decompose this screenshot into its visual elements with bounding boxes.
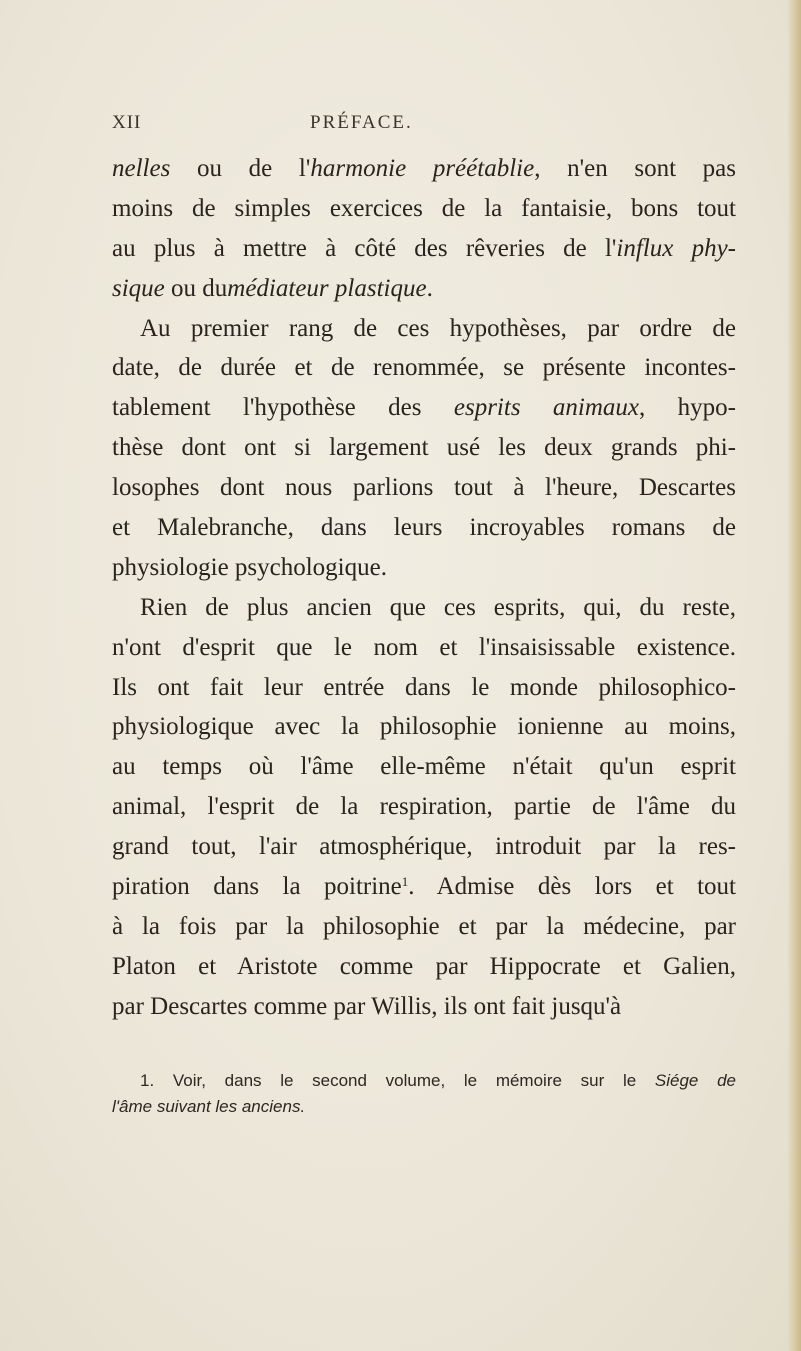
body-text-line <box>112 947 736 987</box>
text-run: . <box>426 274 433 302</box>
text-run: Rien de plus ancien que ces esprits, qui, du reste, <box>140 593 736 621</box>
text-run: tablement l'hypothèse des <box>112 394 454 422</box>
body-text-line <box>112 907 736 947</box>
body-text-line <box>112 787 736 827</box>
text-run: thèse dont ont si largement usé les deux grands phi- <box>112 434 736 462</box>
page-number: XII <box>112 112 142 133</box>
body-text-line <box>112 707 736 747</box>
italic-text: Siége de <box>654 1071 736 1090</box>
body-text-line <box>112 867 736 907</box>
body-text-line <box>112 309 736 349</box>
body-text-line <box>112 588 736 628</box>
body-text-line <box>112 987 736 1027</box>
footnote-line <box>112 1068 736 1094</box>
text-run: , n'en sont pas <box>534 155 737 182</box>
text-run: Ils ont fait leur entrée dans le monde philosophico- <box>112 673 736 701</box>
body-text-line <box>112 229 736 269</box>
body-text-line <box>112 548 736 588</box>
body-text-line <box>112 149 736 189</box>
footnote-block <box>112 1068 736 1120</box>
text-run: , hypo- <box>639 394 736 422</box>
running-head <box>0 112 801 142</box>
italic-text: l'âme suivant les anciens. <box>112 1097 306 1116</box>
italic-text: influx phy- <box>616 234 736 262</box>
running-title: PRÉFACE. <box>310 112 413 133</box>
text-run: au plus à mettre à côté des rêveries de l' <box>112 234 617 262</box>
text-run: par Descartes comme par Willis, ils ont fait jusqu'à <box>112 992 622 1020</box>
text-run: n'ont d'esprit que le nom et l'insaisissable existence. <box>112 633 736 661</box>
text-run: date, de durée et de renommée, se présente incontes- <box>112 354 736 382</box>
text-run: piration dans la poitrine <box>112 873 402 901</box>
italic-text: harmonie préétablie <box>310 155 535 182</box>
body-text-line <box>112 269 736 309</box>
text-run: Platon et Aristote comme par Hippocrate et Galien, <box>112 952 736 980</box>
body-text-line <box>112 628 736 668</box>
text-run: physiologie psychologique. <box>112 553 387 581</box>
body-text-line <box>112 388 736 428</box>
body-text-line <box>112 668 736 708</box>
body-text-line <box>112 468 736 508</box>
italic-text: sique <box>112 274 165 302</box>
page-edge-stain <box>787 0 801 1351</box>
body-text-line <box>112 428 736 468</box>
text-run: physiologique avec la philosophie ionienne au moins, <box>112 713 736 741</box>
body-text-line <box>112 747 736 787</box>
text-run: au temps où l'âme elle-même n'était qu'un esprit <box>112 753 736 781</box>
italic-text: esprits animaux <box>453 394 640 422</box>
body-text-line <box>112 508 736 548</box>
text-run: 1. Voir, dans le second volume, le mémoire sur le <box>140 1071 655 1090</box>
footnote-line <box>112 1094 736 1120</box>
italic-text: nelles <box>112 155 171 182</box>
italic-text: médiateur plastique <box>227 274 427 302</box>
text-run: grand tout, l'air atmosphérique, introduit par la res- <box>112 833 736 861</box>
body-text-line <box>112 189 736 229</box>
text-run: et Malebranche, dans leurs incroyables romans de <box>112 514 736 542</box>
text-run: losophes dont nous parlions tout à l'heure, Descartes <box>112 474 736 502</box>
body-text-line <box>112 827 736 867</box>
main-text-block <box>112 149 736 1027</box>
text-run: animal, l'esprit de la respiration, partie de l'âme du <box>112 793 736 821</box>
body-text-line <box>112 348 736 388</box>
text-run: . Admise dès lors et tout <box>408 873 736 901</box>
text-run: ou de l' <box>170 155 311 182</box>
text-run: moins de simples exercices de la fantaisie, bons tout <box>112 194 736 222</box>
text-run: ou du <box>164 274 228 302</box>
text-run: Au premier rang de ces hypothèses, par ordre de <box>140 314 736 342</box>
footnote-marker: 1 <box>401 874 409 890</box>
text-run: à la fois par la philosophie et par la médecine, par <box>112 912 736 940</box>
